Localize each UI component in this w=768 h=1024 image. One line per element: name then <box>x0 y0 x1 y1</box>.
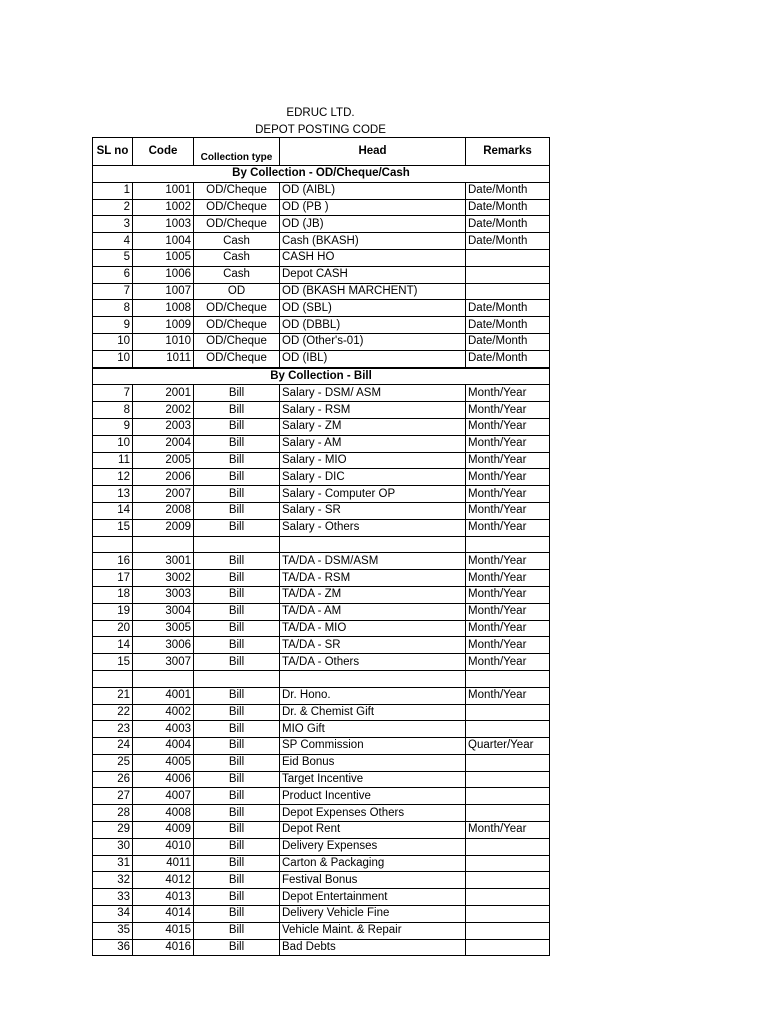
cell-head: Target Incentive <box>280 771 466 788</box>
cell-sl-no: 5 <box>93 249 133 266</box>
table-row <box>93 721 550 738</box>
cell-code: 1003 <box>133 216 194 233</box>
cell-remarks: Month/Year <box>466 637 550 654</box>
cell-collection-type: OD/Cheque <box>194 333 280 350</box>
cell-code: 3001 <box>133 553 194 570</box>
cell-code: 3006 <box>133 637 194 654</box>
col-header-remarks: Remarks <box>466 138 550 166</box>
cell-remarks <box>466 939 550 956</box>
cell-collection-type: Bill <box>194 889 280 906</box>
cell-collection-type: Bill <box>194 435 280 452</box>
cell-remarks <box>466 704 550 721</box>
cell-head: Festival Bonus <box>280 872 466 889</box>
cell-collection-type: Bill <box>194 502 280 519</box>
cell-sl-no: 9 <box>93 418 133 435</box>
cell-collection-type: Bill <box>194 855 280 872</box>
table-row <box>93 469 550 486</box>
table-row <box>93 283 550 300</box>
posting-code-table <box>92 137 550 956</box>
table-row <box>93 922 550 939</box>
cell-remarks <box>466 771 550 788</box>
cell-sl-no: 34 <box>93 906 133 923</box>
cell-sl-no: 10 <box>93 435 133 452</box>
cell-sl-no: 13 <box>93 486 133 503</box>
cell-sl-no: 28 <box>93 805 133 822</box>
cell-remarks <box>466 721 550 738</box>
cell-collection-type: Bill <box>194 620 280 637</box>
cell-remarks: Month/Year <box>466 519 550 536</box>
cell-sl-no: 19 <box>93 603 133 620</box>
cell-remarks: Month/Year <box>466 486 550 503</box>
cell-head: Salary - Computer OP <box>280 486 466 503</box>
cell-code: 2004 <box>133 435 194 452</box>
cell-code: 4012 <box>133 872 194 889</box>
cell-code: 4015 <box>133 922 194 939</box>
cell-collection-type: Bill <box>194 939 280 956</box>
blank-cell <box>133 670 194 687</box>
cell-sl-no: 35 <box>93 922 133 939</box>
cell-collection-type: Bill <box>194 906 280 923</box>
table-row <box>93 687 550 704</box>
cell-code: 4011 <box>133 855 194 872</box>
cell-head: Carton & Packaging <box>280 855 466 872</box>
cell-code: 2002 <box>133 402 194 419</box>
cell-sl-no: 26 <box>93 771 133 788</box>
cell-sl-no: 7 <box>93 283 133 300</box>
cell-head: Cash (BKASH) <box>280 233 466 250</box>
cell-code: 4004 <box>133 738 194 755</box>
table-row <box>93 452 550 469</box>
cell-code: 4002 <box>133 704 194 721</box>
table-row <box>93 586 550 603</box>
cell-head: Vehicle Maint. & Repair <box>280 922 466 939</box>
table-row <box>93 704 550 721</box>
cell-sl-no: 17 <box>93 570 133 587</box>
cell-sl-no: 16 <box>93 553 133 570</box>
cell-remarks: Month/Year <box>466 402 550 419</box>
cell-head: SP Commission <box>280 738 466 755</box>
company-name: EDRUC LTD. <box>286 107 355 119</box>
cell-sl-no: 4 <box>93 233 133 250</box>
cell-collection-type: Bill <box>194 570 280 587</box>
cell-remarks: Date/Month <box>466 199 550 216</box>
cell-head: OD (SBL) <box>280 300 466 317</box>
cell-remarks <box>466 889 550 906</box>
cell-head: CASH HO <box>280 249 466 266</box>
cell-code: 1009 <box>133 317 194 334</box>
cell-remarks <box>466 922 550 939</box>
cell-head: OD (DBBL) <box>280 317 466 334</box>
cell-head: Salary - RSM <box>280 402 466 419</box>
cell-sl-no: 24 <box>93 738 133 755</box>
cell-remarks: Month/Year <box>466 435 550 452</box>
cell-sl-no: 3 <box>93 216 133 233</box>
cell-head: Depot Entertainment <box>280 889 466 906</box>
cell-head: TA/DA - Others <box>280 654 466 671</box>
table-row <box>93 502 550 519</box>
cell-collection-type: Cash <box>194 233 280 250</box>
blank-cell <box>194 670 280 687</box>
blank-cell <box>93 670 133 687</box>
cell-remarks: Month/Year <box>466 469 550 486</box>
cell-collection-type: OD/Cheque <box>194 216 280 233</box>
cell-collection-type: Bill <box>194 754 280 771</box>
cell-collection-type: Bill <box>194 402 280 419</box>
cell-code: 4006 <box>133 771 194 788</box>
cell-code: 1002 <box>133 199 194 216</box>
table-row <box>93 788 550 805</box>
cell-sl-no: 6 <box>93 266 133 283</box>
cell-head: Salary - DSM/ ASM <box>280 385 466 402</box>
cell-head: OD (BKASH MARCHENT) <box>280 283 466 300</box>
cell-code: 4005 <box>133 754 194 771</box>
blank-row <box>93 670 550 687</box>
cell-head: Product Incentive <box>280 788 466 805</box>
cell-code: 3003 <box>133 586 194 603</box>
cell-sl-no: 21 <box>93 687 133 704</box>
table-row <box>93 939 550 956</box>
cell-sl-no: 9 <box>93 317 133 334</box>
cell-sl-no: 25 <box>93 754 133 771</box>
blank-cell <box>194 536 280 553</box>
cell-sl-no: 8 <box>93 402 133 419</box>
table-row <box>93 435 550 452</box>
cell-collection-type: OD/Cheque <box>194 300 280 317</box>
cell-collection-type: Bill <box>194 738 280 755</box>
cell-head: Dr. & Chemist Gift <box>280 704 466 721</box>
col-header-head: Head <box>280 138 466 166</box>
cell-sl-no: 33 <box>93 889 133 906</box>
cell-sl-no: 31 <box>93 855 133 872</box>
cell-remarks: Quarter/Year <box>466 738 550 755</box>
cell-sl-no: 32 <box>93 872 133 889</box>
cell-remarks <box>466 872 550 889</box>
table-row <box>93 333 550 350</box>
cell-head: TA/DA - SR <box>280 637 466 654</box>
cell-sl-no: 2 <box>93 199 133 216</box>
table-row <box>93 182 550 199</box>
cell-head: OD (JB) <box>280 216 466 233</box>
table-row <box>93 266 550 283</box>
table-row <box>93 855 550 872</box>
cell-sl-no: 8 <box>93 300 133 317</box>
cell-head: TA/DA - ZM <box>280 586 466 603</box>
cell-code: 2009 <box>133 519 194 536</box>
cell-collection-type: Bill <box>194 654 280 671</box>
cell-collection-type: Bill <box>194 469 280 486</box>
cell-code: 1008 <box>133 300 194 317</box>
cell-head: TA/DA - MIO <box>280 620 466 637</box>
cell-collection-type: Bill <box>194 687 280 704</box>
cell-collection-type: Bill <box>194 519 280 536</box>
cell-sl-no: 27 <box>93 788 133 805</box>
cell-collection-type: Bill <box>194 452 280 469</box>
cell-remarks <box>466 754 550 771</box>
cell-collection-type: Bill <box>194 771 280 788</box>
cell-sl-no: 14 <box>93 502 133 519</box>
cell-remarks: Month/Year <box>466 586 550 603</box>
cell-sl-no: 22 <box>93 704 133 721</box>
blank-cell <box>93 536 133 553</box>
cell-remarks <box>466 283 550 300</box>
cell-sl-no: 14 <box>93 637 133 654</box>
cell-remarks <box>466 906 550 923</box>
col-header-sl: SL no <box>93 138 133 166</box>
cell-remarks: Month/Year <box>466 385 550 402</box>
cell-remarks: Date/Month <box>466 300 550 317</box>
table-row <box>93 822 550 839</box>
cell-code: 4009 <box>133 822 194 839</box>
col-header-collection-type: Collection type <box>194 138 280 166</box>
cell-remarks: Month/Year <box>466 603 550 620</box>
cell-remarks: Month/Year <box>466 620 550 637</box>
cell-head: Depot CASH <box>280 266 466 283</box>
cell-collection-type: Bill <box>194 704 280 721</box>
cell-head: Salary - AM <box>280 435 466 452</box>
cell-collection-type: Bill <box>194 553 280 570</box>
table-body <box>93 166 550 956</box>
cell-code: 3005 <box>133 620 194 637</box>
table-row <box>93 754 550 771</box>
cell-remarks: Date/Month <box>466 350 550 367</box>
cell-head: OD (PB ) <box>280 199 466 216</box>
cell-code: 2008 <box>133 502 194 519</box>
cell-head: MIO Gift <box>280 721 466 738</box>
cell-collection-type: OD/Cheque <box>194 317 280 334</box>
cell-code: 4008 <box>133 805 194 822</box>
cell-head: Delivery Vehicle Fine <box>280 906 466 923</box>
cell-remarks <box>466 805 550 822</box>
cell-head: Salary - DIC <box>280 469 466 486</box>
cell-sl-no: 29 <box>93 822 133 839</box>
cell-code: 2006 <box>133 469 194 486</box>
cell-code: 4013 <box>133 889 194 906</box>
cell-code: 3002 <box>133 570 194 587</box>
cell-code: 1006 <box>133 266 194 283</box>
table-row <box>93 350 550 367</box>
cell-code: 2007 <box>133 486 194 503</box>
cell-code: 1004 <box>133 233 194 250</box>
cell-head: Delivery Expenses <box>280 838 466 855</box>
cell-collection-type: OD/Cheque <box>194 350 280 367</box>
section-header-row <box>93 166 550 183</box>
cell-remarks: Month/Year <box>466 452 550 469</box>
cell-collection-type: Bill <box>194 872 280 889</box>
cell-code: 1001 <box>133 182 194 199</box>
col-header-code: Code <box>133 138 194 166</box>
cell-sl-no: 15 <box>93 654 133 671</box>
table-row <box>93 889 550 906</box>
cell-remarks <box>466 855 550 872</box>
blank-cell <box>466 536 550 553</box>
table-row <box>93 317 550 334</box>
cell-remarks: Month/Year <box>466 418 550 435</box>
cell-sl-no: 10 <box>93 333 133 350</box>
cell-collection-type: Bill <box>194 721 280 738</box>
table-row <box>93 637 550 654</box>
cell-code: 4016 <box>133 939 194 956</box>
cell-remarks: Date/Month <box>466 333 550 350</box>
cell-code: 4007 <box>133 788 194 805</box>
table-row <box>93 519 550 536</box>
table-row <box>93 385 550 402</box>
cell-remarks: Month/Year <box>466 553 550 570</box>
table-row <box>93 771 550 788</box>
table-row <box>93 620 550 637</box>
table-row <box>93 199 550 216</box>
cell-head: Salary - Others <box>280 519 466 536</box>
table-row <box>93 402 550 419</box>
table-row <box>93 300 550 317</box>
cell-sl-no: 7 <box>93 385 133 402</box>
cell-code: 3007 <box>133 654 194 671</box>
cell-collection-type: Bill <box>194 586 280 603</box>
blank-row <box>93 536 550 553</box>
cell-sl-no: 20 <box>93 620 133 637</box>
cell-collection-type: Bill <box>194 385 280 402</box>
table-row <box>93 838 550 855</box>
table-row <box>93 603 550 620</box>
cell-head: TA/DA - RSM <box>280 570 466 587</box>
cell-collection-type: Cash <box>194 266 280 283</box>
blank-cell <box>133 536 194 553</box>
cell-code: 1011 <box>133 350 194 367</box>
cell-sl-no: 15 <box>93 519 133 536</box>
cell-code: 1010 <box>133 333 194 350</box>
cell-head: OD (AIBL) <box>280 182 466 199</box>
cell-head: Depot Expenses Others <box>280 805 466 822</box>
table-row <box>93 418 550 435</box>
table-row <box>93 738 550 755</box>
cell-code: 4010 <box>133 838 194 855</box>
cell-code: 4001 <box>133 687 194 704</box>
cell-head: TA/DA - AM <box>280 603 466 620</box>
table-row <box>93 486 550 503</box>
cell-collection-type: OD/Cheque <box>194 182 280 199</box>
cell-collection-type: Bill <box>194 637 280 654</box>
cell-sl-no: 23 <box>93 721 133 738</box>
cell-code: 1005 <box>133 249 194 266</box>
blank-cell <box>280 536 466 553</box>
cell-code: 4014 <box>133 906 194 923</box>
cell-code: 1007 <box>133 283 194 300</box>
cell-remarks: Month/Year <box>466 654 550 671</box>
cell-collection-type: Bill <box>194 788 280 805</box>
table-row <box>93 805 550 822</box>
cell-remarks <box>466 788 550 805</box>
cell-remarks: Month/Year <box>466 687 550 704</box>
cell-collection-type: Bill <box>194 603 280 620</box>
document-subtitle: DEPOT POSTING CODE <box>255 124 386 136</box>
cell-sl-no: 12 <box>93 469 133 486</box>
cell-collection-type: Bill <box>194 418 280 435</box>
cell-sl-no: 18 <box>93 586 133 603</box>
cell-code: 2003 <box>133 418 194 435</box>
blank-cell <box>466 670 550 687</box>
cell-code: 4003 <box>133 721 194 738</box>
cell-remarks: Date/Month <box>466 317 550 334</box>
table-row <box>93 654 550 671</box>
cell-remarks: Date/Month <box>466 216 550 233</box>
cell-head: OD (IBL) <box>280 350 466 367</box>
cell-collection-type: OD/Cheque <box>194 199 280 216</box>
cell-remarks: Month/Year <box>466 822 550 839</box>
cell-remarks: Month/Year <box>466 502 550 519</box>
cell-remarks <box>466 266 550 283</box>
cell-remarks: Date/Month <box>466 182 550 199</box>
table-row <box>93 570 550 587</box>
cell-code: 2005 <box>133 452 194 469</box>
cell-sl-no: 11 <box>93 452 133 469</box>
cell-head: Eid Bonus <box>280 754 466 771</box>
cell-head: Salary - MIO <box>280 452 466 469</box>
section-title: By Collection - Bill <box>93 368 550 385</box>
cell-remarks <box>466 249 550 266</box>
cell-head: Salary - SR <box>280 502 466 519</box>
cell-sl-no: 36 <box>93 939 133 956</box>
table-row <box>93 553 550 570</box>
cell-head: Bad Debts <box>280 939 466 956</box>
cell-remarks: Month/Year <box>466 570 550 587</box>
section-title: By Collection - OD/Cheque/Cash <box>93 166 550 183</box>
table-row <box>93 906 550 923</box>
table-row <box>93 233 550 250</box>
cell-sl-no: 10 <box>93 350 133 367</box>
cell-collection-type: Bill <box>194 822 280 839</box>
cell-head: Dr. Hono. <box>280 687 466 704</box>
cell-sl-no: 30 <box>93 838 133 855</box>
cell-collection-type: Bill <box>194 922 280 939</box>
cell-head: TA/DA - DSM/ASM <box>280 553 466 570</box>
cell-collection-type: Bill <box>194 486 280 503</box>
cell-code: 3004 <box>133 603 194 620</box>
table-row <box>93 872 550 889</box>
blank-cell <box>280 670 466 687</box>
cell-remarks <box>466 838 550 855</box>
table-row <box>93 216 550 233</box>
cell-sl-no: 1 <box>93 182 133 199</box>
cell-remarks: Date/Month <box>466 233 550 250</box>
table-row <box>93 249 550 266</box>
cell-head: Salary - ZM <box>280 418 466 435</box>
section-header-row <box>93 368 550 385</box>
cell-code: 2001 <box>133 385 194 402</box>
header-row <box>93 138 550 166</box>
cell-head: Depot Rent <box>280 822 466 839</box>
cell-collection-type: Cash <box>194 249 280 266</box>
cell-collection-type: Bill <box>194 805 280 822</box>
cell-collection-type: Bill <box>194 838 280 855</box>
cell-head: OD (Other's-01) <box>280 333 466 350</box>
cell-collection-type: OD <box>194 283 280 300</box>
